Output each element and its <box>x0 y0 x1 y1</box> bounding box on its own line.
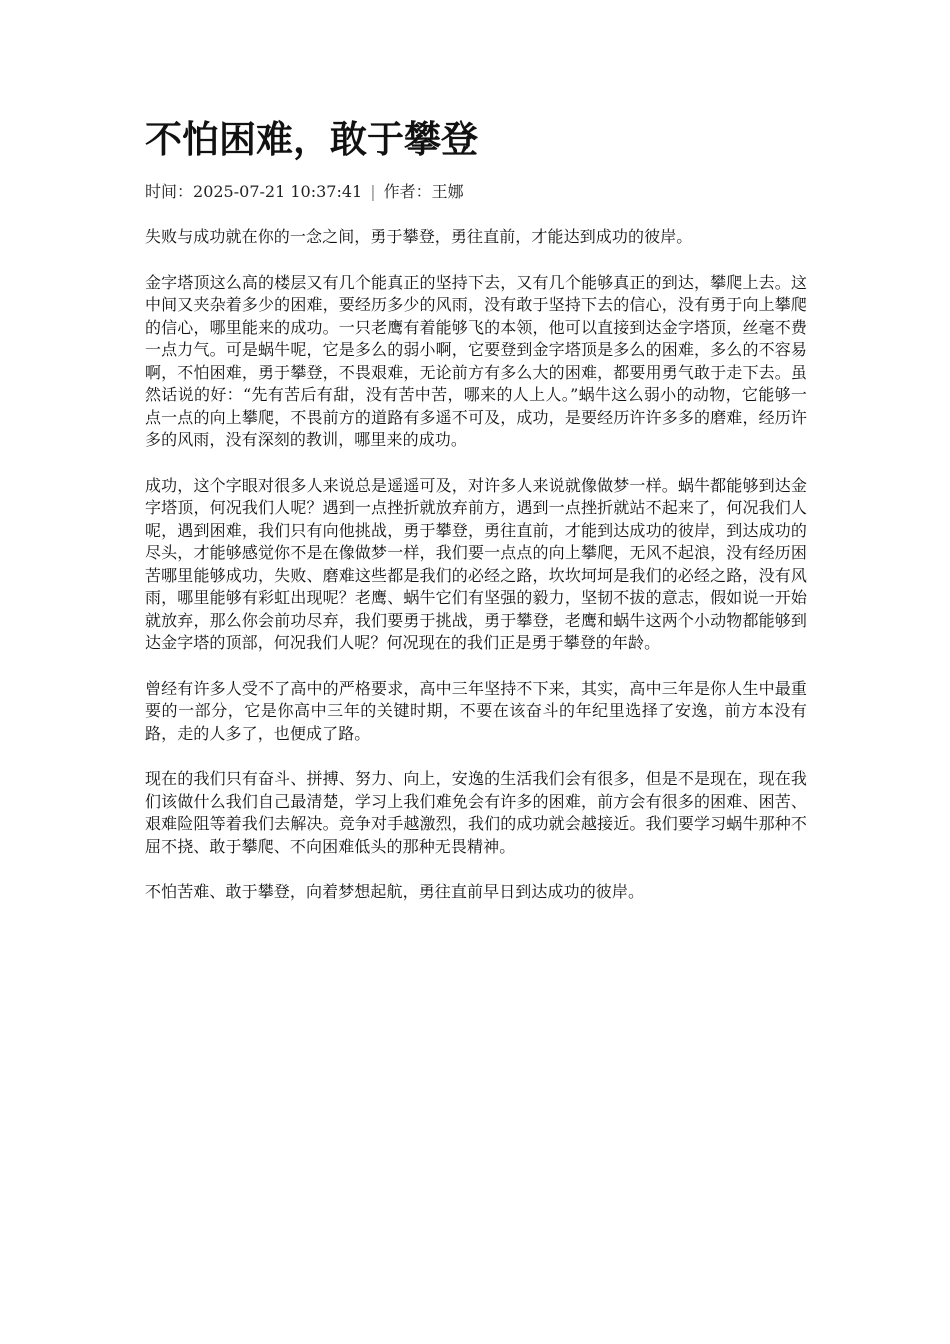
meta-separator: | <box>370 182 376 201</box>
article-title: 不怕困难，敢于攀登 <box>145 118 478 161</box>
time-value: 2025-07-21 10:37:41 <box>193 182 363 201</box>
paragraph: 失败与成功就在你的一念之间，勇于攀登，勇往直前，才能达到成功的彼岸。 <box>145 227 693 246</box>
paragraph: 曾经有许多人受不了高中的严格要求，高中三年坚持不下来，其实，高中三年是你人生中最重要的一部分，它是你高中三年的关键时期，不要在该奋斗的年纪里选择了安逸，前方本没有路，走的人多了，也便成了路。 <box>145 678 807 743</box>
article <box>145 112 807 927</box>
author-value: 王娜 <box>431 182 464 201</box>
paragraph: 金字塔顶这么高的楼层又有几个能真正的坚持下去，又有几个能够真正的到达，攀爬上去。这中间又夹杂着多少的困难，要经历多少的风雨，没有敢于坚持下去的信心，没有勇于向上攀爬的信心，哪里能来的成功。一只老鹰有着能够飞的本领，他可以直接到达金字塔顶，丝毫不费一点力气。可是蜗牛呢，它是多么的弱小啊，它要登到金字塔顶是多么的困难，多么的不容易啊，不怕困难，勇于攀登，不畏艰难，无论前方有多么大的困难，都要用勇气敢于走下去。虽然话说的好：“先有苦后有甜，没有苦中苦，哪来的人上人。”蜗牛这么弱小的动物，它能够一点一点的向上攀爬，不畏前方的道路有多遥不可及，成功，是要经历许许多多的磨难，经历许多的风雨，没有深刻的教训，哪里来的成功。 <box>145 272 807 449</box>
time-label: 时间： <box>145 182 194 201</box>
paragraph: 现在的我们只有奋斗、拼搏、努力、向上，安逸的生活我们会有很多，但是不是现在，现在我们该做什么我们自己最清楚，学习上我们难免会有许多的困难，前方会有很多的困难、困苦、艰难险阻等着我们去解决。竞争对手越激烈，我们的成功就会越接近。我们要学习蜗牛那种不屈不挠、敢于攀爬、不向困难低头的那种无畏精神。 <box>145 769 807 856</box>
author-label: 作者： <box>383 182 432 201</box>
article-body <box>145 226 807 904</box>
paragraph: 成功，这个字眼对很多人来说总是遥遥可及，对许多人来说就像做梦一样。蜗牛都能够到达金字塔顶，何况我们人呢？遇到一点挫折就放弃前方，遇到一点挫折就站不起来了，何况我们人呢，遇到困难，我们只有向他挑战，勇于攀登，勇往直前，才能到达成功的彼岸，到达成功的尽头，才能够感觉你不是在像做梦一样，我们要一点点的向上攀爬，无风不起浪，没有经历困苦哪里能够成功，失败、磨难这些都是我们的必经之路，坎坎坷坷是我们的必经之路，没有风雨，哪里能够有彩虹出现呢？老鹰、蜗牛它们有坚强的毅力，坚韧不拔的意志，假如说一开始就放弃，那么你会前功尽弃，我们要勇于挑战，勇于攀登，老鹰和蜗牛这两个小动物都能够到达金字塔的顶部，何况我们人呢？何况现在的我们正是勇于攀登的年龄。 <box>145 475 807 652</box>
article-meta <box>145 180 807 204</box>
paragraph: 不怕苦难、敢于攀登，向着梦想起航，勇往直前早日到达成功的彼岸。 <box>145 882 645 901</box>
